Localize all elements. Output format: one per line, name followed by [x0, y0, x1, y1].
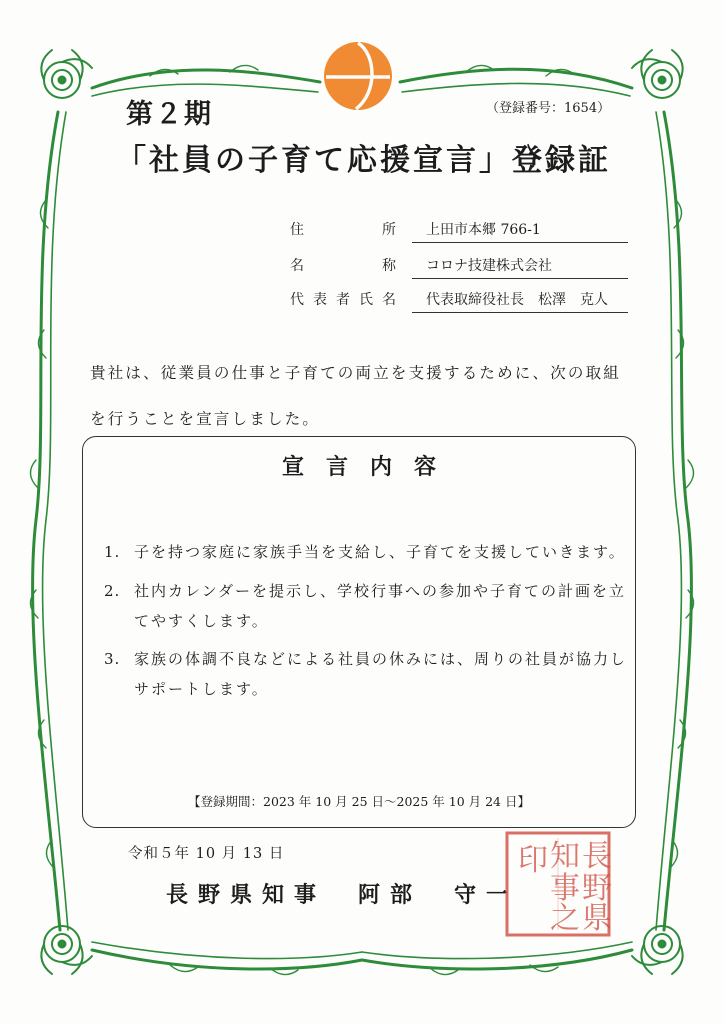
prefecture-logo-icon	[322, 40, 394, 112]
seal-lettering: 長野県知事之印	[518, 839, 612, 936]
intro-paragraph: 貴社は、従業員の仕事と子育ての両立を支援するために、次の取組を行うことを宣言しました。	[90, 364, 622, 428]
registration-number: （登録番号：1654）	[486, 101, 611, 116]
issue-date: 令和５年 10 月 13 日	[128, 846, 285, 862]
declaration-item-2-number: 2.	[104, 582, 121, 600]
declaration-item-3-text: 家族の体調不良などによる社員の休みには、周りの社員が協力しサポートします。	[134, 650, 628, 698]
declaration-heading: 宣言内容	[281, 454, 458, 480]
company-name-value: コロナ技建株式会社	[412, 255, 628, 279]
declaration-item-1-text: 子を持つ家庭に家族手当を支給し、子育てを支援していきます。	[134, 543, 626, 561]
address-value: 上田市本郷 766-1	[412, 219, 628, 243]
governor-seal-stamp	[504, 830, 612, 938]
declaration-item-2-text: 社内カレンダーを提示し、学校行事への参加や子育ての計画を立てやすくします。	[134, 582, 627, 630]
representative-label: 代表者氏名	[290, 292, 396, 308]
declaration-item-3-number: 3.	[104, 650, 121, 668]
certificate-title: 「社員の子育て応援宣言」登録証	[116, 143, 611, 178]
name-label: 名称	[290, 258, 396, 274]
declaration-item-1-number: 1.	[104, 543, 121, 561]
representative-value: 代表取締役社長 松澤 克人	[412, 289, 628, 313]
issuer-name: 長野県知事 阿部 守一	[166, 882, 519, 908]
registration-period: 【登録期間：2023 年 10 月 25 日～2025 年 10 月 24 日】	[188, 794, 530, 809]
address-label: 住所	[290, 222, 396, 238]
period-label: 第２期	[126, 99, 213, 130]
